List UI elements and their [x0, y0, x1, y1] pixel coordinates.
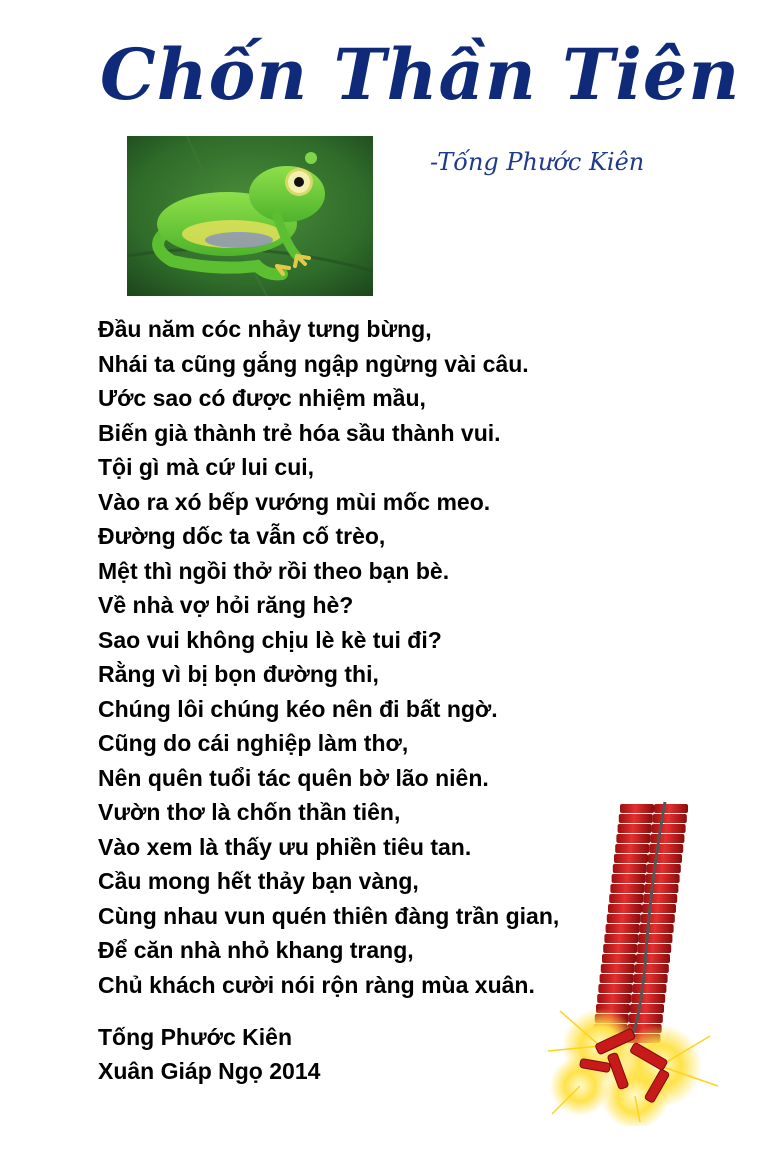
firecracker-tube: [614, 854, 648, 863]
firecracker-tube: [649, 844, 683, 853]
firecracker-tube: [619, 814, 653, 823]
firecracker-tube: [647, 864, 681, 873]
firecracker-tube: [650, 834, 684, 843]
poem-line: Cầu mong hết thảy bạn vàng,: [98, 868, 419, 894]
firecracker-tube: [618, 824, 652, 833]
firecracker-tube: [604, 934, 638, 943]
firecracker-tube: [632, 984, 666, 993]
firecracker-tube: [610, 884, 644, 893]
firecracker-tube: [607, 914, 641, 923]
firecracker-tube: [620, 804, 654, 813]
firecracker-tube: [635, 964, 669, 973]
poem-line: Đường dốc ta vẫn cố trèo,: [98, 523, 386, 549]
firecracker-tube: [601, 964, 635, 973]
poem-line: Vào ra xó bếp vướng mùi mốc meo.: [98, 488, 491, 515]
signature-date: Xuân Giáp Ngọ 2014: [98, 1058, 321, 1084]
poem-line: Biến già thành trẻ hóa sầu thành vui.: [98, 419, 501, 446]
firecracker-tube: [608, 904, 642, 913]
poem-line: Nhái ta cũng gắng ngập ngừng vài câu.: [98, 350, 529, 377]
poem-line: Sao vui không chịu lè kè tui đi?: [98, 626, 442, 653]
poem-line: Chủ khách cười nói rộn ràng mùa xuân.: [98, 971, 535, 998]
firecracker-tube: [630, 1004, 664, 1013]
firecracker-tube: [600, 974, 634, 983]
firecracker-tube: [644, 884, 678, 893]
poem-line: Tội gì mà cứ lui cui,: [98, 454, 315, 480]
poem-line: Nên quên tuổi tác quên bờ lão niên.: [98, 764, 489, 791]
poem-line: Đầu năm cóc nhảy tưng bừng,: [98, 316, 432, 342]
firecracker-tube: [637, 944, 671, 953]
poem-line: Cũng do cái nghiệp làm thơ,: [98, 730, 409, 756]
firecracker-tube: [634, 974, 668, 983]
poem-line: Rằng vì bị bọn đường thi,: [98, 661, 379, 687]
signature-block: [98, 1020, 320, 1088]
firecrackers-illustration: [540, 796, 730, 1126]
firecracker-tube: [636, 954, 670, 963]
firecracker-tube: [652, 824, 686, 833]
frog-photo: [127, 136, 373, 296]
firecracker-tube: [648, 854, 682, 863]
firecracker-tube: [642, 904, 676, 913]
firecracker-tube: [641, 914, 675, 923]
poem-line: Cùng nhau vun quén thiên đàng trần gian,: [98, 902, 560, 929]
poem-line: Ước sao có được nhiệm mầu,: [98, 385, 426, 411]
poem-line: Vào xem là thấy ưu phiền tiêu tan.: [98, 833, 472, 860]
firecracker-tube: [629, 1014, 663, 1023]
firecracker-tube: [613, 864, 647, 873]
firecracker-tube: [602, 954, 636, 963]
poem-line: Về nhà vợ hỏi răng hè?: [98, 592, 354, 618]
poem-title: Chốn Thần Tiên: [100, 33, 741, 116]
firecracker-tube: [603, 944, 637, 953]
poem-line: Chúng lôi chúng kéo nên đi bất ngờ.: [98, 695, 498, 722]
poem-line: Vườn thơ là chốn thần tiên,: [98, 799, 401, 825]
poem-line: Để căn nhà nhỏ khang trang,: [98, 937, 414, 963]
firecracker-tube: [643, 894, 677, 903]
firecracker-tube: [646, 874, 680, 883]
poem-byline: -Tống Phước Kiên: [430, 148, 645, 176]
firecracker-tube: [598, 984, 632, 993]
firecracker-tube: [612, 874, 646, 883]
firecracker-tube: [654, 804, 688, 813]
poem-line: Mệt thì ngồi thở rồi theo bạn bè.: [98, 557, 450, 584]
firecracker-tube: [653, 814, 687, 823]
firecracker-tube: [616, 834, 650, 843]
firecracker-tube: [631, 994, 665, 1003]
firecracker-tube: [640, 924, 674, 933]
firecracker-tube: [606, 924, 640, 933]
firecracker-tube: [638, 934, 672, 943]
signature-author: Tống Phước Kiên: [98, 1024, 293, 1050]
firecracker-tube: [597, 994, 631, 1003]
firecracker-tube: [615, 844, 649, 853]
firecracker-tube: [609, 894, 643, 903]
